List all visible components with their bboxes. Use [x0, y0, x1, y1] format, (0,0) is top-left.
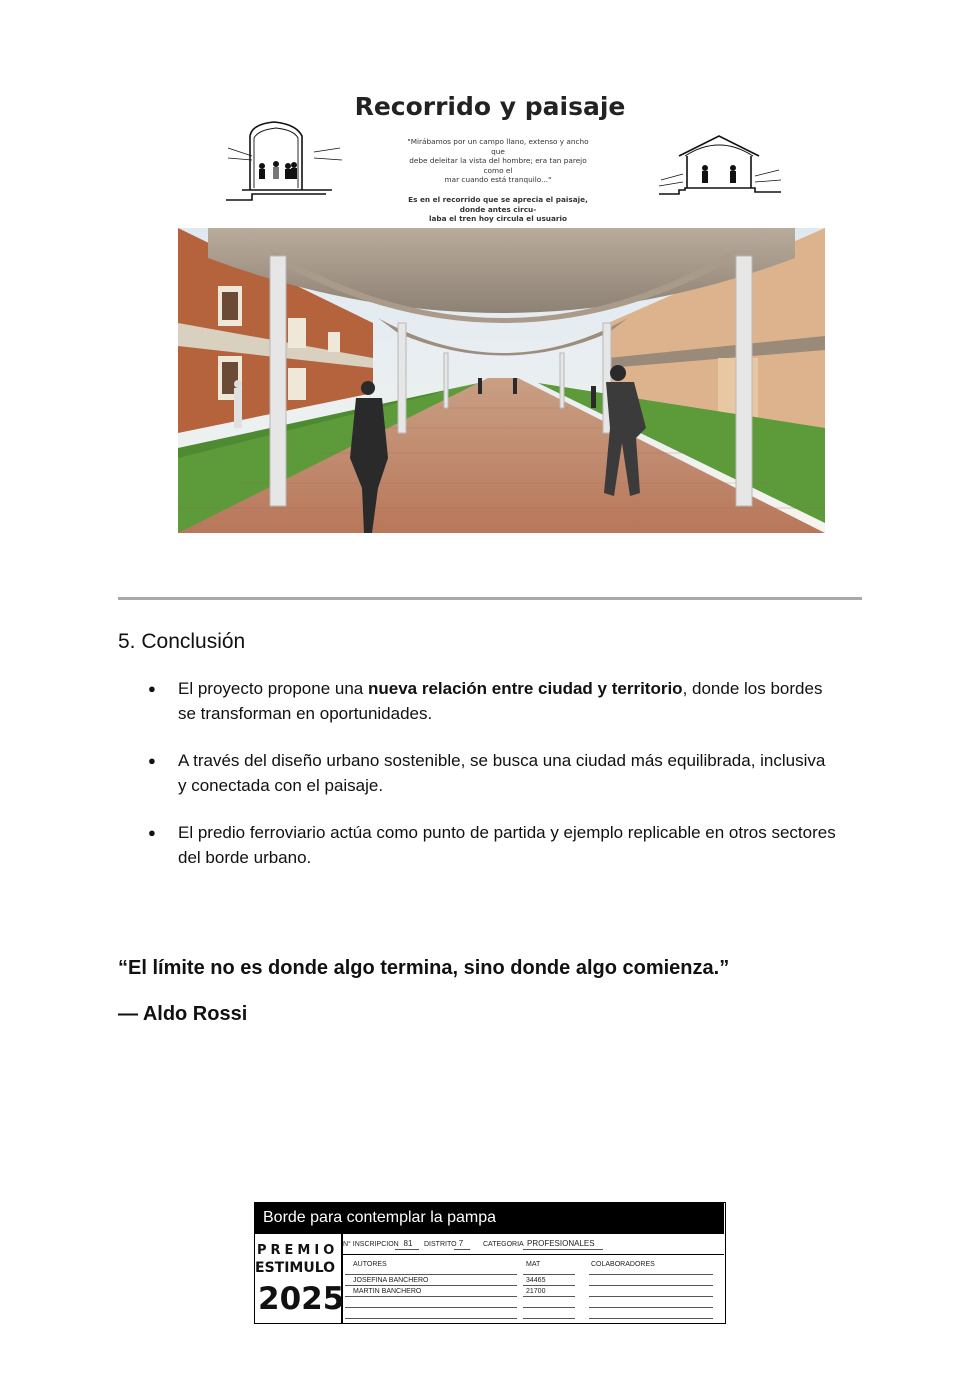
field-rule	[523, 1249, 603, 1250]
board-quote-line: debe deleitar la vista del hombre; era tan parejo como el	[409, 156, 587, 175]
board-quote	[400, 137, 596, 185]
section-divider	[118, 597, 862, 600]
field-rule	[523, 1285, 575, 1286]
canopy-section-sketch	[655, 130, 785, 202]
bullet-marker: ●	[148, 753, 156, 768]
board-note-line: Es en el recorrido que se aprecia el paisaje, donde antes circu-	[408, 195, 588, 214]
field-rule	[454, 1249, 470, 1250]
field-rule	[523, 1274, 575, 1275]
distrito-value: 7	[458, 1239, 464, 1248]
bullet-marker: ●	[148, 825, 156, 840]
field-rule	[589, 1307, 713, 1308]
board-title: Recorrido y paisaje	[354, 92, 626, 121]
field-rule	[523, 1307, 575, 1308]
author-mat: 21700	[526, 1288, 546, 1295]
inscripcion-label: N° INSCRIPCION	[343, 1241, 399, 1248]
inscripcion-value: 81	[403, 1239, 413, 1248]
bullet-text-pre: El proyecto propone una	[178, 679, 368, 698]
prize-subtitle: ESTIMULO	[255, 1260, 336, 1276]
project-title: Borde para contemplar la pampa	[263, 1209, 497, 1226]
field-rule	[345, 1296, 517, 1297]
wagon-section-sketch	[222, 118, 347, 208]
title-block-divider	[341, 1254, 724, 1255]
author-name: JOSEFINA BANCHERO	[353, 1277, 429, 1284]
quote-author: — Aldo Rossi	[118, 1003, 248, 1025]
mat-label: MAT	[526, 1261, 541, 1268]
categoria-label: CATEGORIA	[483, 1241, 524, 1248]
field-rule	[345, 1285, 517, 1286]
bullet-text: A través del diseño urbano sostenible, se busca una ciudad más equilibrada, inclusiva y conectada con el paisaje.	[178, 751, 826, 795]
board-quote-line: "Mirábamos por un campo llano, extenso y ancho que	[407, 137, 589, 156]
distrito-label: DISTRITO	[424, 1241, 457, 1248]
field-rule	[523, 1296, 575, 1297]
field-rule	[589, 1285, 713, 1286]
covered-walkway-render	[178, 228, 825, 533]
board-note	[400, 195, 596, 224]
section-heading: 5. Conclusión	[118, 630, 246, 653]
field-rule	[523, 1318, 575, 1319]
categoria-value: PROFESIONALES	[527, 1239, 595, 1248]
prize-year: 2025	[258, 1281, 345, 1317]
board-quote-line: mar cuando está tranquilo..."	[444, 175, 552, 185]
field-rule	[345, 1307, 517, 1308]
field-rule	[589, 1274, 713, 1275]
field-rule	[345, 1274, 517, 1275]
board-note-line: laba el tren hoy circula el usuario	[428, 214, 568, 224]
bullet-text: El predio ferroviario actúa como punto de partida y ejemplo replicable en otros sectores del borde urbano.	[178, 823, 836, 867]
field-rule	[345, 1318, 517, 1319]
author-mat: 34465	[526, 1277, 546, 1284]
colaboradores-label: COLABORADORES	[591, 1261, 655, 1268]
field-rule	[395, 1249, 419, 1250]
field-rule	[589, 1296, 713, 1297]
bullet-marker: ●	[148, 681, 156, 696]
field-rule	[589, 1318, 713, 1319]
prize-name: PREMIO	[257, 1243, 339, 1258]
bullet-text-bold: nueva relación entre ciudad y territorio	[367, 679, 683, 698]
autores-label: AUTORES	[353, 1261, 387, 1268]
bullet-text	[178, 677, 838, 726]
closing-quote: “El límite no es donde algo termina, sino donde algo comienza.”	[118, 957, 730, 979]
author-name: MARTIN BANCHERO	[353, 1288, 422, 1295]
title-block	[254, 1202, 726, 1324]
bullet-text-post: , donde los bordes se transforman en oportunidades.	[178, 679, 823, 723]
